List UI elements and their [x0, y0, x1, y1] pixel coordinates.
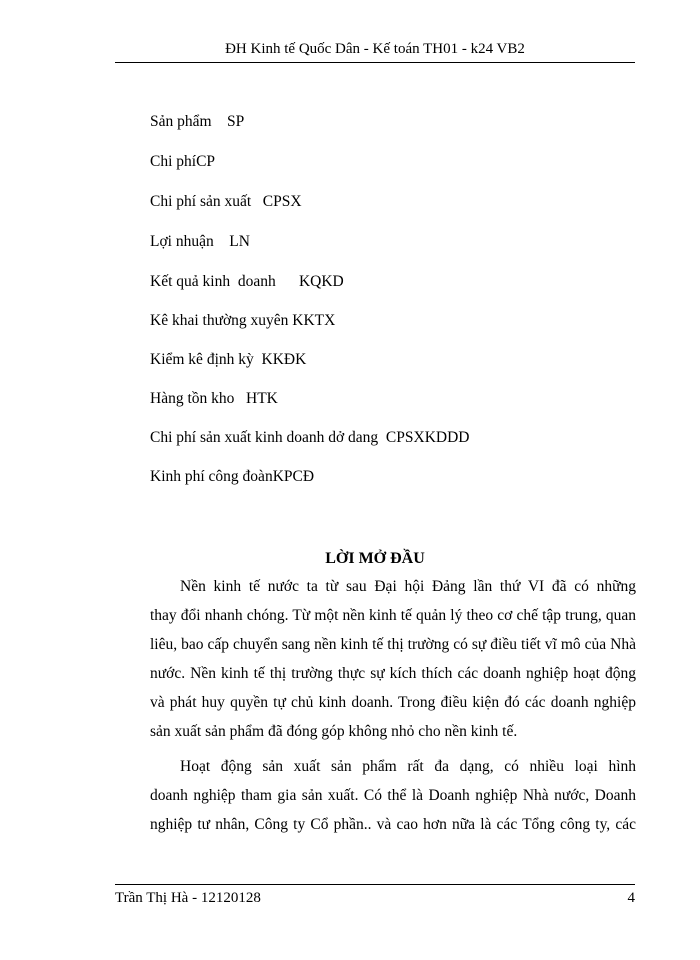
- page-number: 4: [627, 890, 635, 906]
- abbreviation-item: Kê khai thường xuyên KKTX: [150, 312, 336, 329]
- abbreviation-item: Chi phíCP: [150, 153, 216, 170]
- footer-divider: [115, 884, 635, 885]
- abbreviation-item: Kinh phí công đoànKPCĐ: [150, 468, 315, 485]
- paragraph-line: thay đổi nhanh chóng. Từ một nền kinh tế quản lý theo cơ chế tập trung, quan: [150, 607, 636, 624]
- section-title: LỜI MỞ ĐẦU: [325, 550, 425, 567]
- paragraph-line: nghiệp tư nhân, Công ty Cổ phần.. và cao hơn nữa là các Tổng công ty, các: [150, 816, 636, 833]
- paragraph-line: Nền kinh tế nước ta từ sau Đại hội Đảng lần thứ VI đã có những: [180, 578, 636, 595]
- paragraph-line: liêu, bao cấp chuyển sang nền kinh tế thị trường có sự điều tiết vĩ mô của Nhà: [150, 636, 636, 653]
- abbreviation-item: Hàng tồn kho HTK: [150, 390, 278, 407]
- abbreviation-item: Kiểm kê định kỳ KKĐK: [150, 351, 307, 368]
- header-divider: [115, 62, 635, 63]
- paragraph-line: doanh nghiệp tham gia sản xuất. Có thể là Doanh nghiệp Nhà nước, Doanh: [150, 787, 636, 804]
- footer-author: Trần Thị Hà - 12120128: [115, 890, 261, 906]
- paragraph-line: nước. Nền kinh tế thị trường thực sự kích thích các doanh nghiệp hoạt động: [150, 665, 636, 682]
- abbreviation-item: Chi phí sản xuất CPSX: [150, 193, 302, 210]
- abbreviation-item: Sản phẩm SP: [150, 113, 245, 130]
- page-header: ĐH Kinh tế Quốc Dân - Kế toán TH01 - k24 VB2: [225, 41, 525, 57]
- abbreviation-item: Chi phí sản xuất kinh doanh dở dang CPSXKDDD: [150, 429, 470, 446]
- paragraph-line: sản xuất sản phẩm đã đóng góp không nhỏ cho nền kinh tế.: [150, 723, 518, 740]
- paragraph: [150, 752, 636, 839]
- paragraph-line: và phát huy quyền tự chủ kinh doanh. Trong điều kiện đó các doanh nghiệp: [150, 694, 636, 711]
- abbreviation-item: Lợi nhuận LN: [150, 233, 250, 250]
- abbreviation-item: Kết quả kinh doanh KQKD: [150, 273, 344, 290]
- paragraph: [150, 572, 636, 746]
- paragraph-line: Hoạt động sản xuất sản phẩm rất đa dạng, có nhiều loại hình: [180, 758, 636, 775]
